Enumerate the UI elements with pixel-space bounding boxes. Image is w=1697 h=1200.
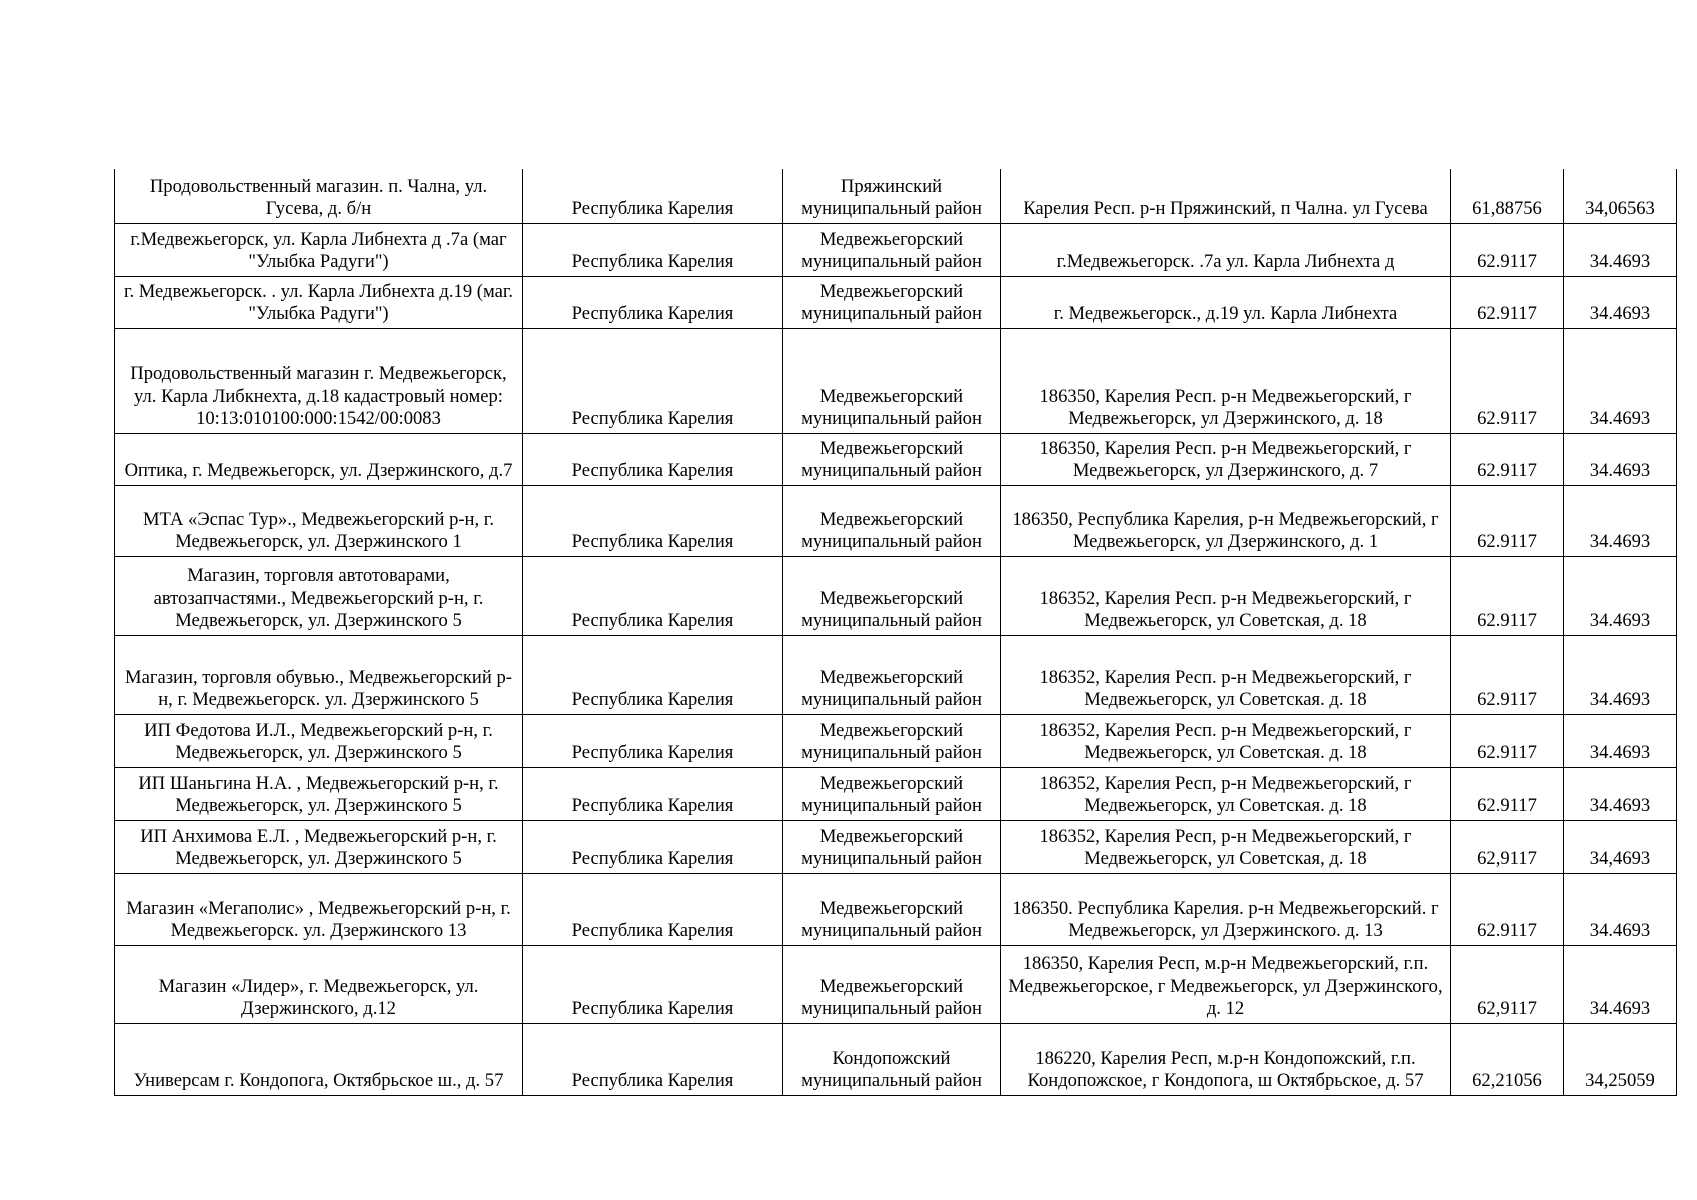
longitude-cell: 34.4693 — [1564, 223, 1677, 276]
table-row — [115, 556, 1677, 635]
region-cell: Республика Карелия — [523, 276, 783, 328]
latitude-cell: 62.9117 — [1451, 635, 1564, 714]
name-cell: Магазин «Лидер», г. Медвежьегорск, ул. Дзержинского, д.12 — [115, 945, 523, 1023]
latitude-cell: 62.9117 — [1451, 873, 1564, 945]
district-cell: Кондопожский муниципальный район — [783, 1023, 1001, 1095]
table-row — [115, 328, 1677, 433]
address-cell: 186350, Карелия Респ. р-н Медвежьегорский, г Медвежьегорск, ул Дзержинского, д. 18 — [1001, 328, 1451, 433]
name-cell: Универсам г. Кондопога, Октябрьское ш., д. 57 — [115, 1023, 523, 1095]
address-cell: 186350, Карелия Респ, м.р-н Медвежьегорский, г.п. Медвежьегорское, г Медвежьегорск, ул Дзержинского, д. 12 — [1001, 945, 1451, 1023]
longitude-cell: 34.4693 — [1564, 485, 1677, 556]
region-cell: Республика Карелия — [523, 556, 783, 635]
name-cell: Продовольственный магазин. п. Чална, ул. Гусева, д. б/н — [115, 169, 523, 223]
district-cell: Медвежьегорский муниципальный район — [783, 873, 1001, 945]
latitude-cell: 61,88756 — [1451, 169, 1564, 223]
region-cell: Республика Карелия — [523, 945, 783, 1023]
district-cell: Медвежьегорский муниципальный район — [783, 945, 1001, 1023]
latitude-cell: 62,21056 — [1451, 1023, 1564, 1095]
address-cell: г.Медвежьегорск. .7а ул. Карла Либнехта д — [1001, 223, 1451, 276]
longitude-cell: 34.4693 — [1564, 433, 1677, 485]
address-cell: 186352, Карелия Респ. р-н Медвежьегорский, г Медвежьегорск, ул Советская. д. 18 — [1001, 714, 1451, 767]
table-row — [115, 1023, 1677, 1095]
table-row — [115, 767, 1677, 820]
latitude-cell: 62.9117 — [1451, 556, 1564, 635]
district-cell: Медвежьегорский муниципальный район — [783, 714, 1001, 767]
table-row — [115, 433, 1677, 485]
longitude-cell: 34.4693 — [1564, 635, 1677, 714]
name-cell: Оптика, г. Медвежьегорск, ул. Дзержинского, д.7 — [115, 433, 523, 485]
latitude-cell: 62.9117 — [1451, 485, 1564, 556]
region-cell: Республика Карелия — [523, 820, 783, 873]
address-cell: 186350, Республика Карелия, р-н Медвежьегорский, г Медвежьегорск, ул Дзержинского, д. 1 — [1001, 485, 1451, 556]
name-cell: ИП Шаньгина Н.А. , Медвежьегорский р-н, г. Медвежьегорск, ул. Дзержинского 5 — [115, 767, 523, 820]
table-row — [115, 169, 1677, 223]
region-cell: Республика Карелия — [523, 328, 783, 433]
name-cell: МТА «Эспас Тур»., Медвежьегорский р-н, г. Медвежьегорск, ул. Дзержинского 1 — [115, 485, 523, 556]
name-cell: г.Медвежьегорск, ул. Карла Либнехта д .7а (маг "Улыбка Радуги") — [115, 223, 523, 276]
district-cell: Медвежьегорский муниципальный район — [783, 276, 1001, 328]
longitude-cell: 34.4693 — [1564, 714, 1677, 767]
latitude-cell: 62.9117 — [1451, 433, 1564, 485]
longitude-cell: 34.4693 — [1564, 945, 1677, 1023]
table-row — [115, 714, 1677, 767]
region-cell: Республика Карелия — [523, 1023, 783, 1095]
address-cell: г. Медвежьегорск., д.19 ул. Карла Либнехта — [1001, 276, 1451, 328]
district-cell: Медвежьегорский муниципальный район — [783, 328, 1001, 433]
district-cell: Пряжинский муниципальный район — [783, 169, 1001, 223]
district-cell: Медвежьегорский муниципальный район — [783, 767, 1001, 820]
address-cell: Карелия Респ. р-н Пряжинский, п Чална. ул Гусева — [1001, 169, 1451, 223]
name-cell: Магазин «Мегаполис» , Медвежьегорский р-н, г. Медвежьегорск. ул. Дзержинского 13 — [115, 873, 523, 945]
region-cell: Республика Карелия — [523, 714, 783, 767]
longitude-cell: 34,25059 — [1564, 1023, 1677, 1095]
name-cell: ИП Федотова И.Л., Медвежьегорский р-н, г. Медвежьегорск, ул. Дзержинского 5 — [115, 714, 523, 767]
longitude-cell: 34,06563 — [1564, 169, 1677, 223]
address-cell: 186352, Карелия Респ. р-н Медвежьегорский, г Медвежьегорск, ул Советская. д. 18 — [1001, 635, 1451, 714]
district-cell: Медвежьегорский муниципальный район — [783, 635, 1001, 714]
locations-table — [114, 169, 1677, 1096]
longitude-cell: 34,4693 — [1564, 820, 1677, 873]
address-cell: 186350, Карелия Респ. р-н Медвежьегорский, г Медвежьегорск, ул Дзержинского, д. 7 — [1001, 433, 1451, 485]
latitude-cell: 62,9117 — [1451, 945, 1564, 1023]
table-row — [115, 485, 1677, 556]
name-cell: Продовольственный магазин г. Медвежьегорск, ул. Карла Либкнехта, д.18 кадастровый номер: 10:13:010100:000:1542/00:0083 — [115, 328, 523, 433]
region-cell: Республика Карелия — [523, 485, 783, 556]
name-cell: ИП Анхимова Е.Л. , Медвежьегорский р-н, г. Медвежьегорск, ул. Дзержинского 5 — [115, 820, 523, 873]
region-cell: Республика Карелия — [523, 873, 783, 945]
region-cell: Республика Карелия — [523, 223, 783, 276]
name-cell: Магазин, торговля автотоварами, автозапчастями., Медвежьегорский р-н, г. Медвежьегорск, ул. Дзержинского 5 — [115, 556, 523, 635]
district-cell: Медвежьегорский муниципальный район — [783, 556, 1001, 635]
region-cell: Республика Карелия — [523, 169, 783, 223]
region-cell: Республика Карелия — [523, 635, 783, 714]
address-cell: 186352, Карелия Респ, р-н Медвежьегорский, г Медвежьегорск, ул Советская, д. 18 — [1001, 820, 1451, 873]
longitude-cell: 34.4693 — [1564, 767, 1677, 820]
table-row — [115, 820, 1677, 873]
table-row — [115, 276, 1677, 328]
address-cell: 186352, Карелия Респ. р-н Медвежьегорский, г Медвежьегорск, ул Советская, д. 18 — [1001, 556, 1451, 635]
table-row — [115, 223, 1677, 276]
longitude-cell: 34.4693 — [1564, 276, 1677, 328]
longitude-cell: 34.4693 — [1564, 556, 1677, 635]
latitude-cell: 62.9117 — [1451, 714, 1564, 767]
address-cell: 186220, Карелия Респ, м.р-н Кондопожский, г.п. Кондопожское, г Кондопога, ш Октябрьское, д. 57 — [1001, 1023, 1451, 1095]
table-row — [115, 945, 1677, 1023]
latitude-cell: 62.9117 — [1451, 276, 1564, 328]
address-cell: 186350. Республика Карелия. р-н Медвежьегорский. г Медвежьегорск, ул Дзержинского. д. 13 — [1001, 873, 1451, 945]
district-cell: Медвежьегорский муниципальный район — [783, 820, 1001, 873]
longitude-cell: 34.4693 — [1564, 873, 1677, 945]
region-cell: Республика Карелия — [523, 767, 783, 820]
table-row — [115, 873, 1677, 945]
name-cell: г. Медвежьегорск. . ул. Карла Либнехта д.19 (маг. "Улыбка Радуги") — [115, 276, 523, 328]
district-cell: Медвежьегорский муниципальный район — [783, 485, 1001, 556]
address-cell: 186352, Карелия Респ, р-н Медвежьегорский, г Медвежьегорск, ул Советская. д. 18 — [1001, 767, 1451, 820]
latitude-cell: 62.9117 — [1451, 223, 1564, 276]
region-cell: Республика Карелия — [523, 433, 783, 485]
table-row — [115, 635, 1677, 714]
latitude-cell: 62.9117 — [1451, 767, 1564, 820]
name-cell: Магазин, торговля обувью., Медвежьегорский р-н, г. Медвежьегорск. ул. Дзержинского 5 — [115, 635, 523, 714]
longitude-cell: 34.4693 — [1564, 328, 1677, 433]
district-cell: Медвежьегорский муниципальный район — [783, 223, 1001, 276]
latitude-cell: 62,9117 — [1451, 820, 1564, 873]
latitude-cell: 62.9117 — [1451, 328, 1564, 433]
district-cell: Медвежьегорский муниципальный район — [783, 433, 1001, 485]
